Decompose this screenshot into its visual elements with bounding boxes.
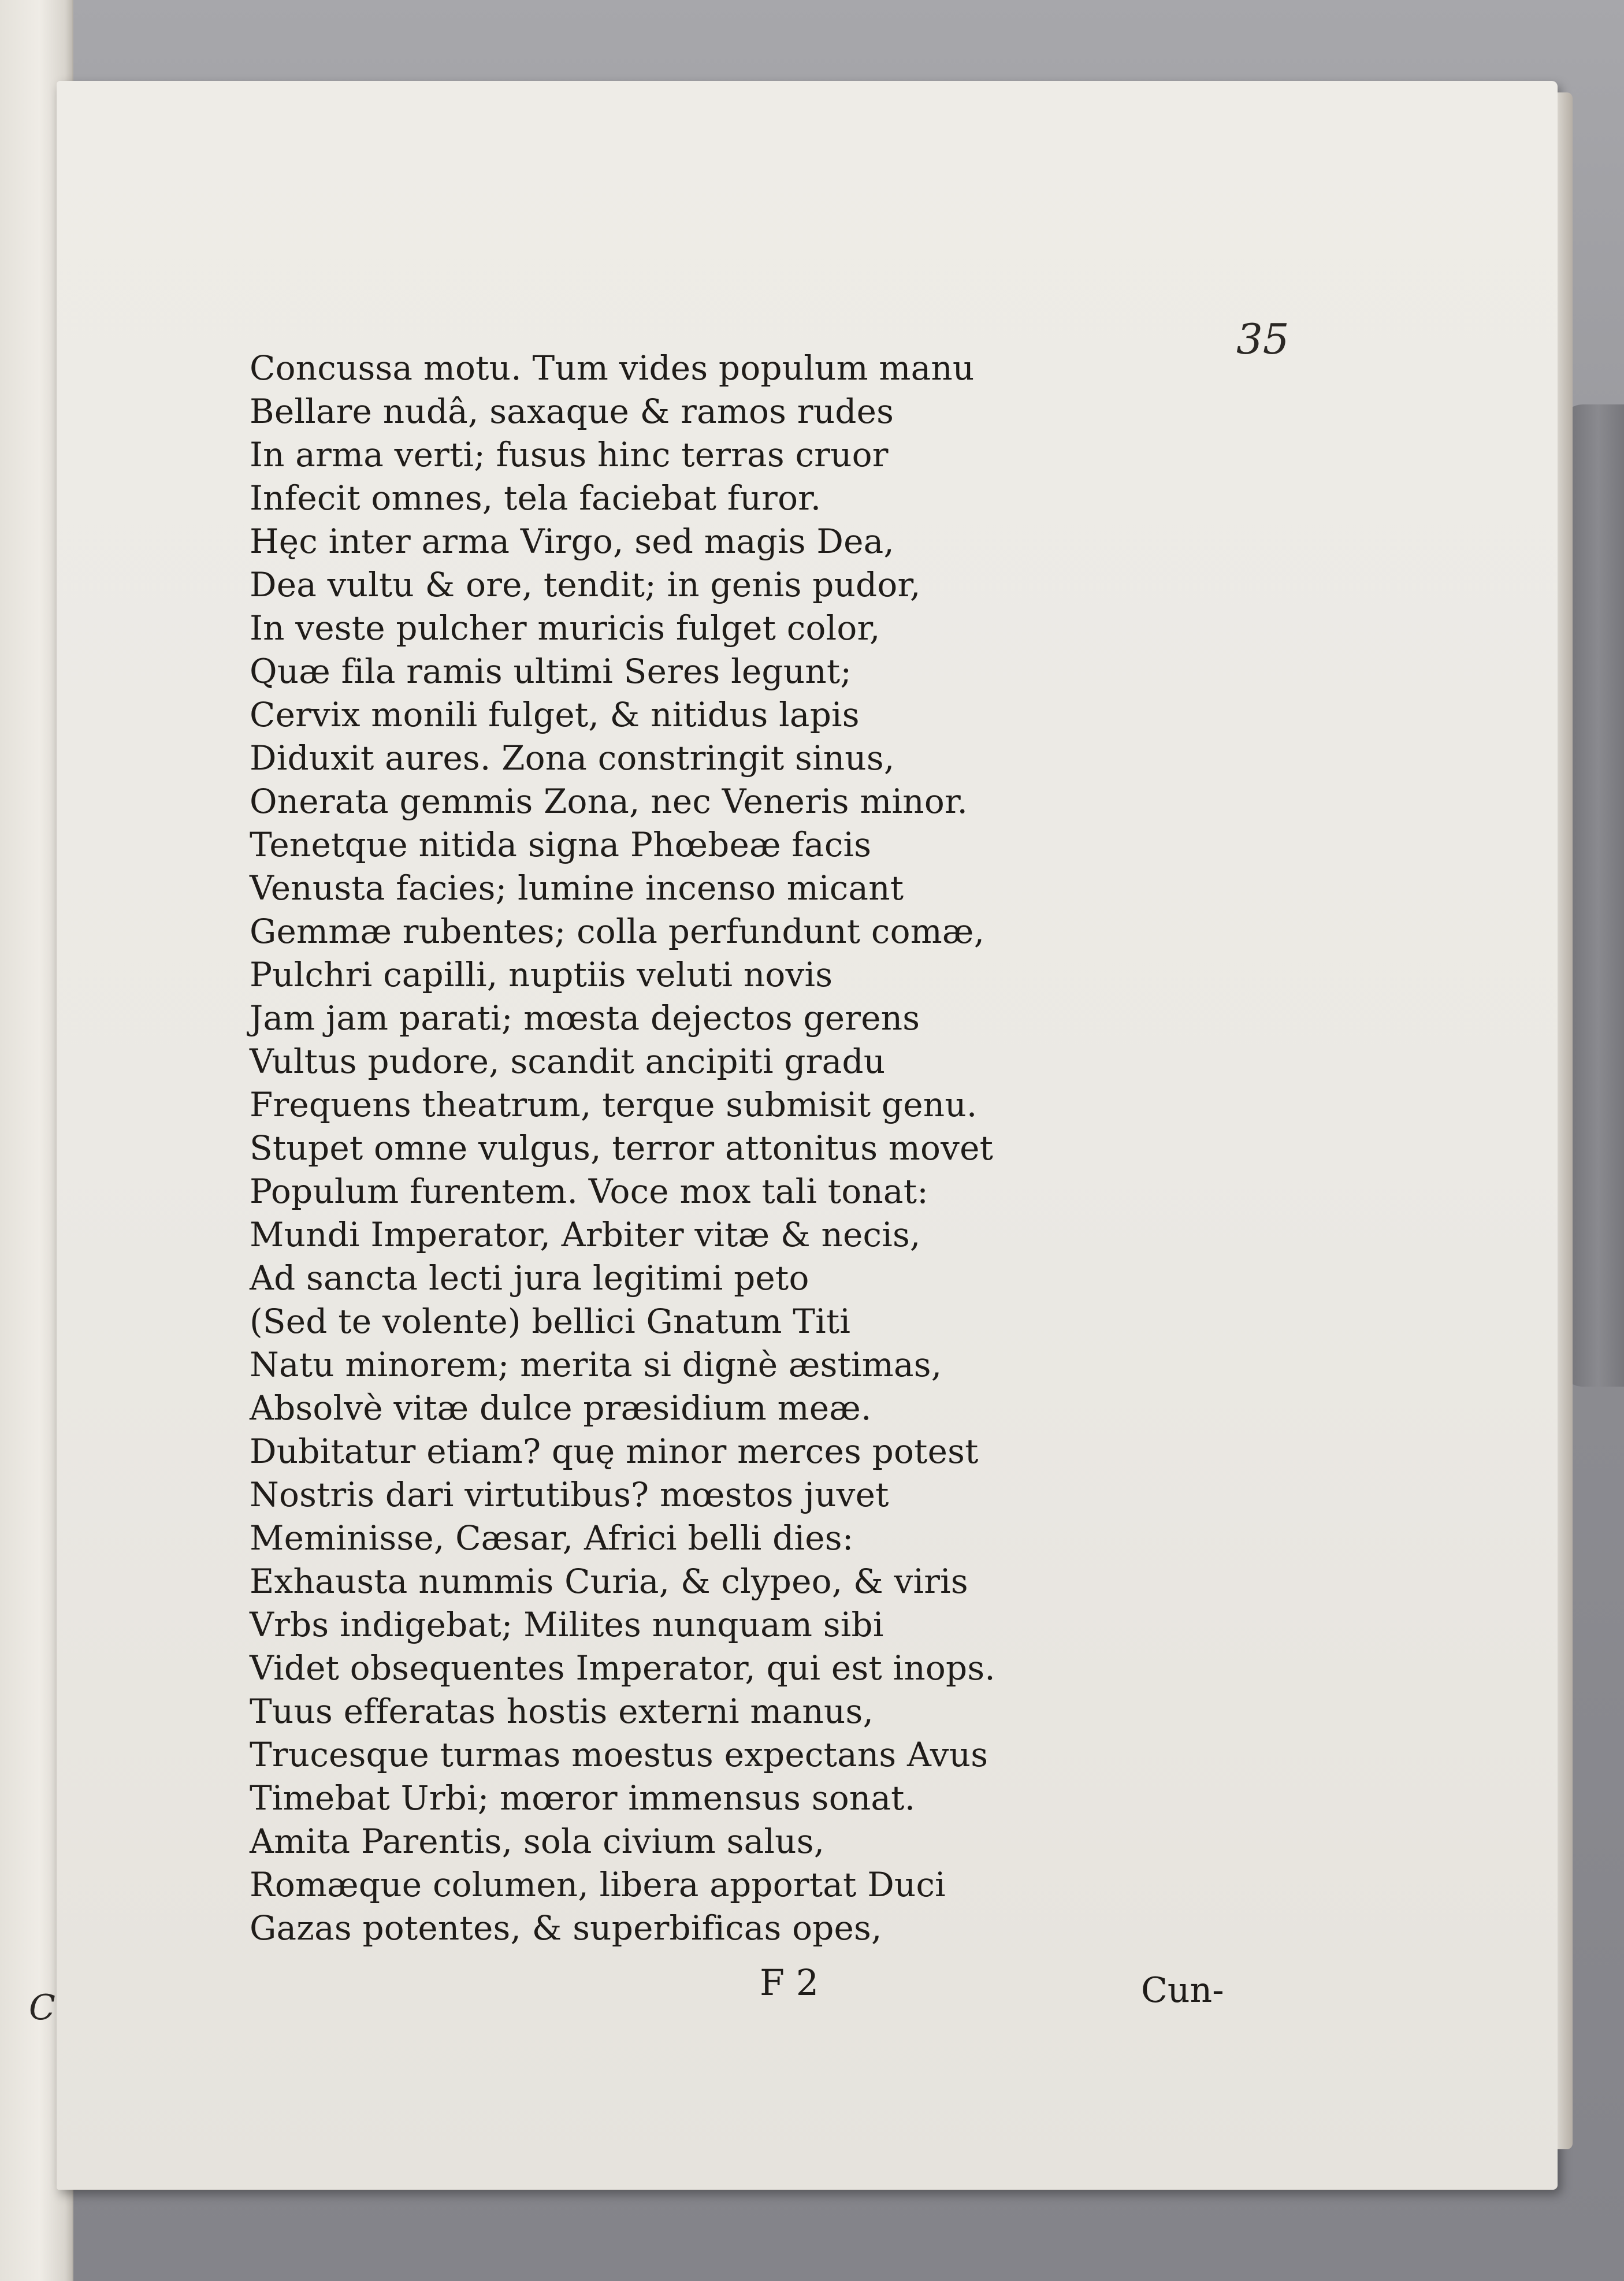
verse-line: Ad sancta lecti jura legitimi peto bbox=[250, 1258, 809, 1298]
verse-line: Tuus efferatas hostis externi manus, bbox=[250, 1692, 874, 1731]
catchword: Cun- bbox=[1141, 1970, 1224, 2011]
page-number: 35 bbox=[1236, 315, 1289, 363]
verse-line: Infecit omnes, tela faciebat furor. bbox=[250, 478, 822, 518]
verse-line: Cervix monili fulget, & nitidus lapis bbox=[250, 695, 860, 734]
verse-line: Amita Parentis, sola civium salus, bbox=[250, 1822, 825, 1861]
verse-line: (Sed te volente) bellici Gnatum Titi bbox=[250, 1302, 851, 1341]
verse-line: Vultus pudore, scandit ancipiti gradu bbox=[250, 1042, 886, 1081]
verse-line: Absolvè vitæ dulce præsidium meæ. bbox=[250, 1388, 872, 1428]
verse-line: Hęc inter arma Virgo, sed magis Dea, bbox=[250, 522, 895, 561]
signature-mark: F 2 bbox=[760, 1961, 819, 2004]
verse-line: Mundi Imperator, Arbiter vitæ & necis, bbox=[250, 1215, 921, 1254]
verse-line: Populum furentem. Voce mox tali tonat: bbox=[250, 1172, 928, 1211]
verse-line: In veste pulcher muricis fulget color, bbox=[250, 608, 880, 648]
verse-line: Vrbs indigebat; Milites nunquam sibi bbox=[250, 1605, 884, 1644]
facing-page-mark: C bbox=[29, 1987, 55, 2028]
verse-line: Concussa motu. Tum vides populum manu bbox=[250, 348, 975, 388]
verse-line: Exhausta nummis Curia, & clypeo, & viris bbox=[250, 1562, 968, 1601]
verse-line: Meminisse, Cæsar, Africi belli dies: bbox=[250, 1518, 854, 1558]
verse-line: Frequens theatrum, terque submisit genu. bbox=[250, 1085, 978, 1124]
verse-line: Timebat Urbi; mœror immensus sonat. bbox=[250, 1778, 916, 1818]
verse-line: Pulchri capilli, nuptiis veluti novis bbox=[250, 955, 833, 994]
verse-line: Romæque columen, libera apportat Duci bbox=[250, 1865, 946, 1904]
verse-line: Trucesque turmas moestus expectans Avus bbox=[250, 1735, 988, 1774]
verse-line: Nostris dari virtutibus? mœstos juvet bbox=[250, 1475, 889, 1514]
verse-line: Venusta facies; lumine incenso micant bbox=[250, 868, 904, 908]
verse-text bbox=[250, 347, 1105, 1950]
verse-line: Stupet omne vulgus, terror attonitus movet bbox=[250, 1128, 994, 1168]
verse-line: Dubitatur etiam? quę minor merces potest bbox=[250, 1432, 979, 1471]
verse-line: Natu minorem; merita si dignè æstimas, bbox=[250, 1345, 942, 1384]
verse-line: Bellare nudâ, saxaque & ramos rudes bbox=[250, 392, 894, 431]
verse-line: Diduxit aures. Zona constringit sinus, bbox=[250, 738, 895, 778]
verse-line: Onerata gemmis Zona, nec Veneris minor. bbox=[250, 782, 968, 821]
verse-line: Jam jam parati; mœsta dejectos gerens bbox=[250, 998, 920, 1038]
page-fore-edge bbox=[1558, 92, 1573, 2149]
verse-line: Quæ fila ramis ultimi Seres legunt; bbox=[250, 652, 852, 691]
verse-line: Dea vultu & ore, tendit; in genis pudor, bbox=[250, 565, 921, 604]
verse-line: Gazas potentes, & superbificas opes, bbox=[250, 1908, 882, 1948]
verse-line: Gemmæ rubentes; colla perfundunt comæ, bbox=[250, 912, 985, 951]
verse-line: In arma verti; fusus hinc terras cruor bbox=[250, 435, 889, 474]
verse-line: Videt obsequentes Imperator, qui est inops. bbox=[250, 1648, 995, 1688]
verse-line: Tenetque nitida signa Phœbeæ facis bbox=[250, 825, 872, 864]
